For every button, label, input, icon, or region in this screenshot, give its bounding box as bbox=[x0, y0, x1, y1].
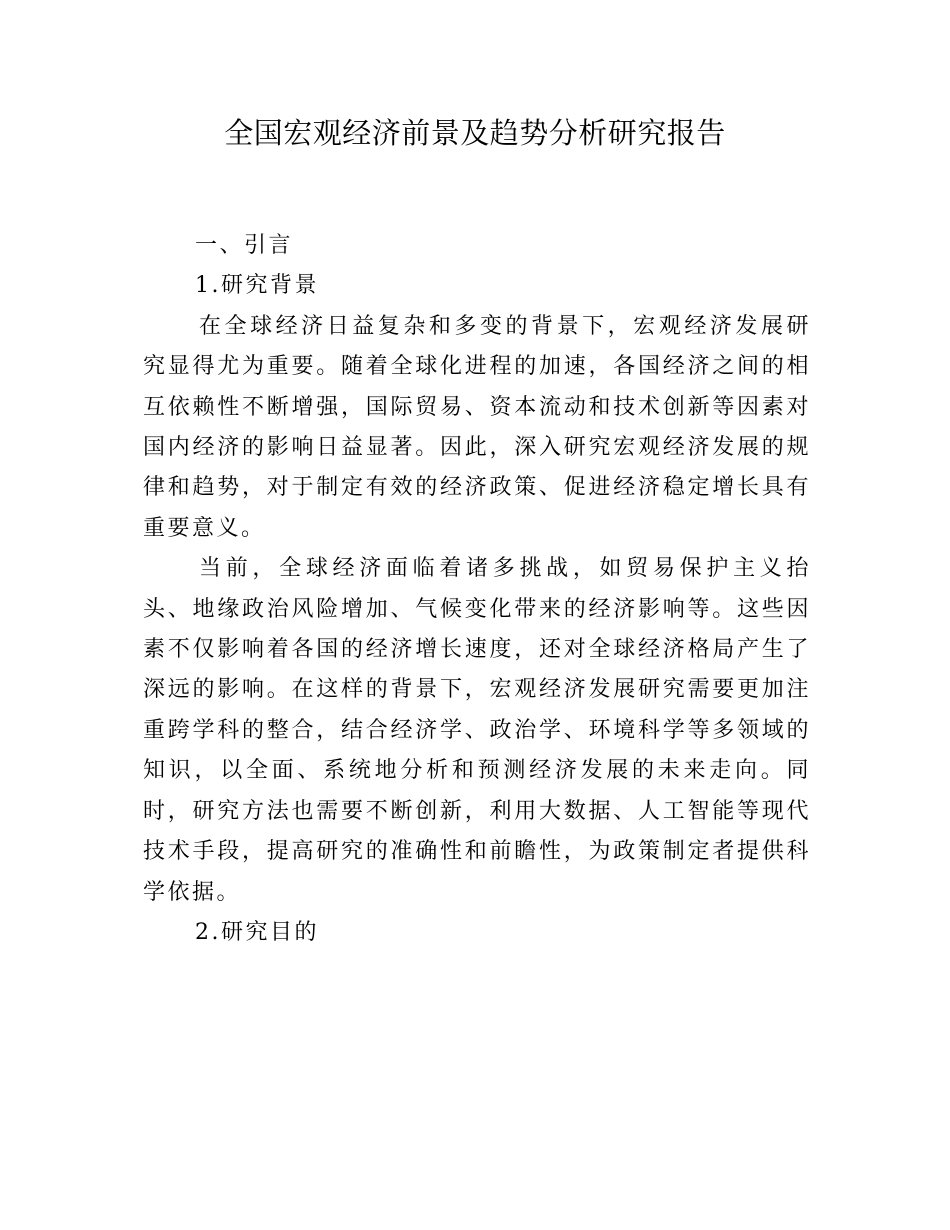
document-title: 全国宏观经济前景及趋势分析研究报告 bbox=[224, 116, 726, 150]
subsection-heading-background: 1.研究背景 bbox=[195, 273, 319, 299]
document-body bbox=[143, 226, 811, 953]
background-paragraph-1: 在全球经济日益复杂和多变的背景下，宏观经济发展研究显得尤为重要。随着全球化进程的加速，各国经济之间的相互依赖性不断增强，国际贸易、资本流动和技术创新等因素对国内经济的影响日益显著。因此，深入研究宏观经济发展的规律和趋势，对于制定有效的经济政策、促进经济稳定增长具有重要意义。 bbox=[143, 313, 811, 541]
subsection-heading-purpose: 2.研究目的 bbox=[195, 919, 319, 945]
background-paragraph-2: 当前，全球经济面临着诸多挑战，如贸易保护主义抬头、地缘政治风险增加、气候变化带来的经济影响等。这些因素不仅影响着各国的经济增长速度，还对全球经济格局产生了深远的影响。在这样的背景下，宏观经济发展研究需要更加注重跨学科的整合，结合经济学、政治学、环境科学等多领域的知识，以全面、系统地分析和预测经济发展的未来走向。同时，研究方法也需要不断创新，利用大数据、人工智能等现代技术手段，提高研究的准确性和前瞻性，为政策制定者提供科学依据。 bbox=[143, 556, 811, 905]
section-heading-introduction: 一、引言 bbox=[195, 233, 294, 258]
